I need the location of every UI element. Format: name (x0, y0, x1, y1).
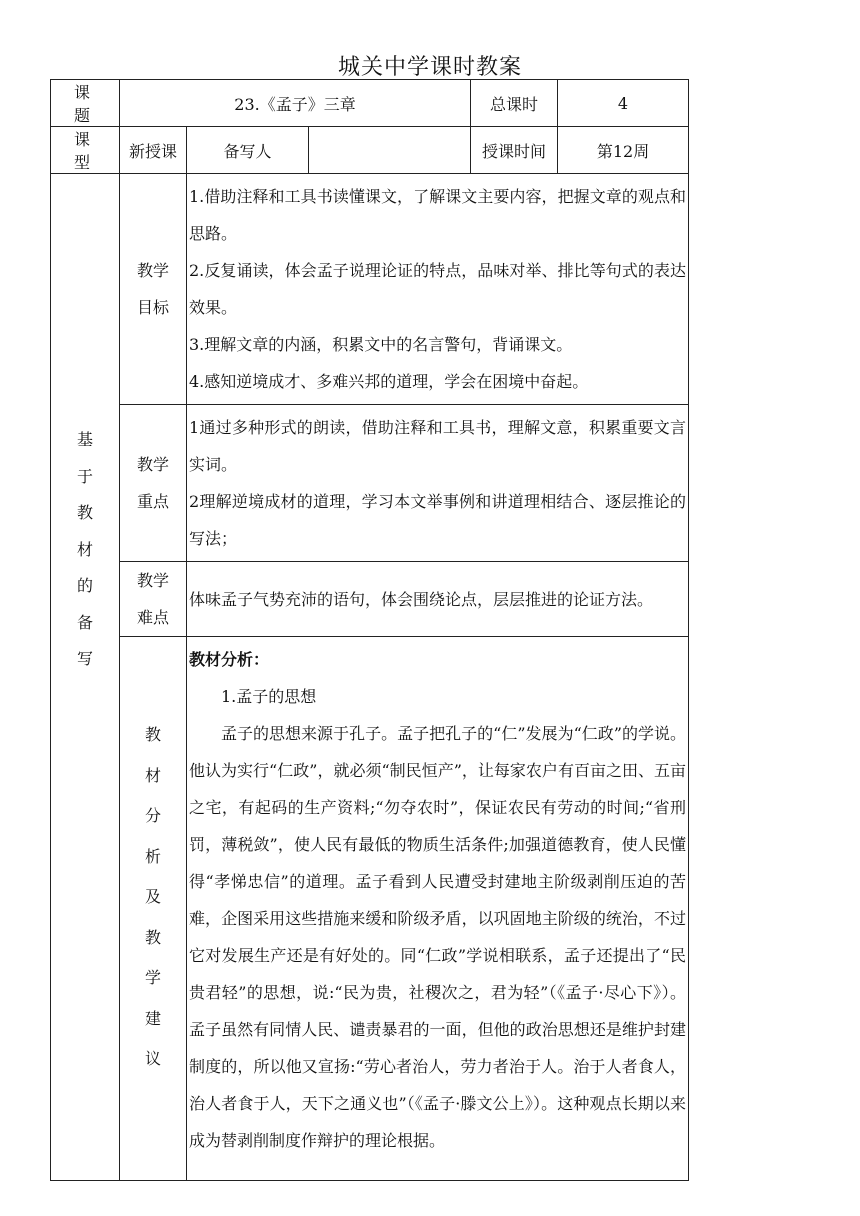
author-value (309, 127, 471, 174)
type-label: 课 型 (51, 127, 120, 174)
topic-label: 课 题 (51, 80, 120, 127)
goals-row (51, 174, 689, 405)
goal-item: 3.理解文章的内涵，积累文中的名言警句，背诵课文。 (189, 335, 573, 354)
page-title: 城关中学课时教案 (337, 55, 522, 80)
difficulty-label (120, 562, 187, 637)
section-label (51, 174, 120, 1181)
analysis-paragraph: 孟子的思想来源于孔子。孟子把孔子的“仁”发展为“仁政”的学说。他认为实行“仁政”，就必须“制民恒产”，让每家农户有百亩之田、五亩之宅，有起码的生产资料;“勿夺农时”，保证农民有劳动的时间;“省刑罚，薄税敛”，使人民有最低的物质生活条件;加强道德教育，使人民懂得“孝悌忠信”的道理。孟子看到人民遭受封建地主阶级剥削压迫的苦难，企图采用这些措施来缓和阶级矛盾，以巩固地主阶级的统治，不过它对发展生产还是有好处的。同“仁政”学说相联系，孟子还提出了“民贵君轻”的思想，说:“民为贵，社稷次之，君为轻”（《孟子·尽心下》）。孟子虽然有同情人民、谴责暴君的一面，但他的政治思想还是维护封建制度的，所以他又宣扬:“劳心者治人，劳力者治于人。治于人者食人，治人者食于人，天下之通义也”（《孟子·滕文公上》）。这种观点长期以来成为替剥削制度作辩护的理论根据。 (189, 724, 687, 1150)
analysis-label (120, 637, 187, 1181)
analysis-content (187, 637, 689, 1181)
analysis-label-text: 教材分析及教学建议 (145, 725, 162, 1068)
difficulty-content (187, 562, 689, 637)
type-value: 新授课 (120, 127, 187, 174)
teaching-time-value: 第12周 (558, 127, 689, 174)
key-points-label-line2: 重点 (136, 492, 169, 511)
key-point-item: 1通过多种形式的朗读，借助注释和工具书，理解文意，积累重要文言实词。 (189, 418, 687, 474)
difficulty-label-line1: 教学 (136, 571, 169, 590)
difficulty-row (51, 562, 689, 637)
key-points-row (51, 405, 689, 562)
section-label-text: 基于教材的备写 (77, 430, 94, 668)
key-points-label-line1: 教学 (136, 455, 169, 474)
key-points-content (187, 405, 689, 562)
analysis-subheading: 1.孟子的思想 (221, 687, 317, 706)
author-label: 备写人 (187, 127, 309, 174)
type-row (51, 127, 689, 174)
lesson-plan-table (50, 79, 689, 1181)
key-point-item: 2理解逆境成材的道理，学习本文举事例和讲道理相结合、逐层推论的写法； (189, 492, 687, 548)
analysis-heading: 教材分析： (189, 650, 270, 669)
goal-item: 4.感知逆境成才、多难兴邦的道理，学会在困境中奋起。 (189, 372, 589, 391)
goals-label-line2: 目标 (136, 298, 169, 317)
key-points-label (120, 405, 187, 562)
goal-item: 2.反复诵读，体会孟子说理论证的特点，品味对举、排比等句式的表达效果。 (189, 261, 687, 317)
goals-label-line1: 教学 (136, 261, 169, 280)
total-hours-value: 4 (558, 80, 689, 127)
topic-value: 23.《孟子》三章 (120, 80, 471, 127)
topic-row (51, 80, 689, 127)
difficulty-text: 体味孟子气势充沛的语句，体会围绕论点，层层推进的论证方法。 (189, 589, 654, 609)
analysis-row (51, 637, 689, 1181)
teaching-time-label: 授课时间 (471, 127, 558, 174)
difficulty-label-line2: 难点 (136, 608, 169, 627)
goals-content (187, 174, 689, 405)
total-hours-label: 总课时 (471, 80, 558, 127)
goals-label (120, 174, 187, 405)
goal-item: 1.借助注释和工具书读懂课文，了解课文主要内容，把握文章的观点和思路。 (189, 187, 687, 243)
